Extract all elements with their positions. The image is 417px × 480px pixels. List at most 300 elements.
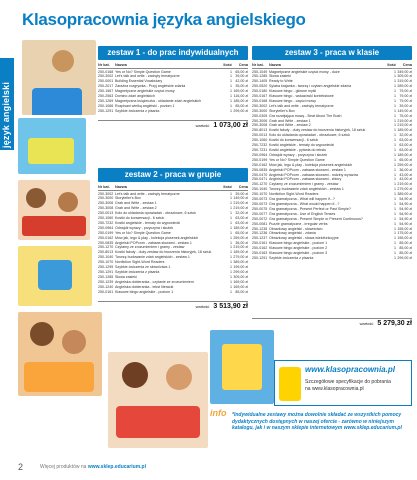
row-quantity: 1 (230, 255, 232, 260)
row-name: Gra gramatyczna - Present Perfect or Past Simple? (269, 206, 351, 211)
row-price: 54,90 zł (399, 211, 412, 216)
row-quantity: 1 (394, 187, 396, 192)
row-name: Magnetyczna książeczka - układanie zdań angielskich (115, 98, 202, 103)
footer-prefix: Więcej produktów na (40, 464, 87, 470)
row-price: 149,00 zł (233, 196, 248, 201)
row-catalog-number: 250-1405 (252, 79, 268, 84)
info-label: info (210, 408, 227, 418)
row-catalog-number: 250-0162 (252, 162, 268, 167)
row-catalog-number: 250-1567 (98, 89, 114, 94)
row-quantity: 1 (394, 79, 396, 84)
row-quantity: 1 (230, 274, 232, 279)
row-name: Nonfiction Sight-Word Readers (269, 192, 319, 197)
zestaw2-table-header (98, 185, 248, 191)
row-name: Grab and Write - zestaw 1 (115, 201, 157, 206)
row-name: Odnajdź wyrazy - przyczyna i skutek (115, 225, 174, 230)
row-catalog-number: 250-8013 (252, 128, 268, 133)
row-catalog-number: 250-1239 (98, 279, 114, 284)
row-quantity: 1 (394, 177, 396, 182)
row-catalog-number: 250-1270 (98, 245, 114, 250)
row-catalog-number: 250-3002 (98, 74, 114, 79)
row-price: 149,00 zł (397, 108, 412, 113)
banner-line-1: Szczegółowe specyfikacje do pobrania (305, 379, 391, 385)
row-name: Klasowe bingo - główne myśli (269, 89, 317, 94)
col-name: Nazwa (269, 63, 281, 67)
row-price: 169,00 zł (233, 284, 248, 289)
row-catalog-number: 250-1066 (98, 103, 114, 108)
row-quantity: 1 (394, 246, 396, 251)
row-price: 54,90 zł (399, 216, 412, 221)
row-quantity: 1 (394, 128, 396, 133)
row-catalog-number: 250-1285 (252, 74, 268, 79)
zestaw2-list (98, 185, 248, 295)
row-price: 155,00 zł (397, 226, 412, 231)
row-name: Let's talk and write - zachęty tematyczne (115, 191, 180, 196)
row-name: Kostki fabuły - duży zestaw do tworzenia historyjek, 18 sztuk (115, 250, 212, 255)
footer-link[interactable]: www.sklep.educarium.pl (87, 464, 146, 470)
row-quantity: 1 (230, 235, 232, 240)
footer-text (40, 464, 146, 470)
row-name: Tworzę budowanie zdań angielskich - zestaw 1 (115, 255, 190, 260)
zestaw3-table-header (252, 63, 412, 69)
row-price: 54,90 zł (399, 221, 412, 226)
row-price: 43,00 zł (399, 177, 412, 182)
row-price: 63,00 zł (399, 148, 412, 152)
row-price: 219,00 zł (233, 245, 248, 250)
row-price: 259,00 zł (233, 235, 248, 240)
row-price: 63,00 zł (235, 216, 248, 221)
row-price: 309,00 zł (233, 274, 248, 279)
row-price: 79,00 zł (399, 89, 412, 94)
row-quantity: 1 (230, 216, 232, 221)
row-quantity: 1 (230, 225, 232, 230)
row-price: 219,00 zł (397, 118, 412, 123)
row-catalog-number: 250-1040 (98, 255, 114, 260)
row-quantity: 1 (394, 226, 396, 231)
row-name: Klasowe bingo angielskie - poziom 1 (115, 289, 174, 294)
row-name: Grab and Write - zestaw 2 (269, 123, 311, 128)
info-text: *Indywidualne zestawy można dowolnie składać ze wszystkich pomocy dydaktycznych dostępnych w naszej ofercie - zarówno w niniejszym katalogu, jak i w naszym sklepie internetowym www.sklep.educarium.pl (232, 412, 402, 432)
row-name: Magnetyczne angielskie części mowy - duże (269, 69, 340, 74)
row-quantity: 1 (230, 103, 232, 108)
row-price: 349,00 zł (397, 69, 412, 74)
row-name: Klasowe bingo angielskie - poziom 1 (269, 241, 328, 246)
side-label: język angielski (1, 81, 11, 148)
row-price: 85,00 zł (399, 246, 412, 251)
row-price: 39,00 zł (235, 74, 248, 79)
row-quantity: 1 (394, 206, 396, 211)
mascot-icon (279, 367, 301, 401)
row-price: 54,90 zł (399, 197, 412, 202)
row-catalog-number: 250-0162 (252, 246, 268, 251)
row-name: Grab and Write - zestaw 1 (269, 118, 311, 123)
zestaw1-table-header (98, 63, 248, 69)
row-quantity: 1 (230, 284, 232, 289)
row-catalog-number: 250-0305 (252, 113, 268, 118)
zestaw2-heading: zestaw 2 - praca w grupie (98, 168, 248, 182)
row-price: 189,00 zł (397, 152, 412, 157)
col-qty: Ilość (223, 185, 232, 189)
zestaw3-total (252, 318, 412, 327)
row-price: 185,00 zł (233, 98, 248, 103)
row-name: Magnetyczne angielskie części mowy (115, 89, 175, 94)
total-value: 3 513,90 zł (213, 303, 248, 310)
row-quantity: 1 (230, 279, 232, 284)
row-name: Angielski POPcorn - zabawa słowami - zestaw 1 (115, 240, 192, 245)
row-catalog-number: 250-1040 (252, 187, 268, 192)
row-catalog-number: 250-1070 (252, 192, 268, 197)
row-catalog-number: 250-3008 (98, 206, 114, 211)
row-catalog-number: 250-0964 (98, 225, 114, 230)
zestaw3-list (252, 63, 412, 261)
row-quantity: 1 (394, 148, 396, 152)
table-row (252, 256, 412, 261)
total-value: 5 279,30 zł (377, 320, 412, 327)
table-row (98, 290, 248, 295)
row-quantity: 1 (230, 74, 232, 79)
row-name: Angielski POPcorn - zabawa słowami - rodziny wyrazów (269, 172, 359, 177)
row-name: Storyteller's Box (269, 108, 295, 113)
row-price: 43,00 zł (399, 172, 412, 177)
row-price: 63,00 zł (235, 220, 248, 225)
row-catalog-number: 250-1291 (98, 270, 114, 274)
row-name: Klasowe bingo - wskazówki kontekstowe (269, 94, 334, 99)
row-name: Szybkie ćwiczenia z pisania (115, 270, 160, 274)
row-quantity: 1 (230, 196, 232, 201)
row-quantity: 1 (394, 74, 396, 79)
row-name: Angielski POPcorn - zabawa słowami - zestaw 1 (269, 167, 346, 172)
row-catalog-number: 250-0075 (252, 206, 268, 211)
row-quantity: 1 (394, 108, 396, 113)
row-price: 389,00 zł (233, 260, 248, 265)
row-quantity: 1 (394, 69, 396, 74)
row-quantity: 1 (394, 133, 396, 138)
row-quantity: 1 (230, 206, 232, 211)
row-name: Angielski POPcorn - zabawa słowami - zbiory (269, 177, 342, 182)
row-price: 36,00 zł (235, 240, 248, 245)
row-quantity: 1 (230, 79, 232, 84)
row-quantity: 1 (394, 103, 396, 108)
row-name: Czytamy ze zrozumieniem i gramy - zestaw (115, 245, 185, 250)
row-quantity: 1 (230, 230, 232, 235)
row-name: Czytamy ze zrozumieniem i gramy - zestaw (269, 182, 339, 187)
row-catalog-number: 250-3006 (98, 201, 114, 206)
row-catalog-number: 250-1291 (98, 108, 114, 113)
row-catalog-number: 250-1270 (252, 182, 268, 187)
photo-box-right (210, 330, 274, 404)
row-name: Gra gramatyczna - What would happen if...? (269, 201, 340, 206)
row-price: 65,00 zł (235, 69, 248, 74)
row-name: Mów jak, lego & play - kolekcja piosenek angielskich (269, 162, 353, 167)
row-name: Kostki do konwersacji - 6 sztuk (269, 138, 319, 143)
row-catalog-number: 250-0013 (252, 133, 268, 138)
row-price: 63,00 zł (399, 138, 412, 143)
row-catalog-number: 250-3008 (252, 123, 268, 128)
row-quantity: 1 (394, 216, 396, 221)
row-quantity: 1 (394, 197, 396, 202)
row-quantity: 1 (394, 138, 396, 143)
row-catalog-number: 250-1240 (98, 284, 114, 289)
row-price: 299,00 zł (397, 255, 412, 260)
row-catalog-number: 250-0199 (252, 157, 268, 162)
row-catalog-number: 250-1237 (252, 236, 268, 241)
row-quantity: 1 (394, 211, 396, 216)
row-catalog-number: 250-1060 (98, 216, 114, 221)
total-label: wartość (359, 321, 374, 326)
row-name: Domino zdań angielskich (115, 94, 155, 99)
row-name: Angielska dobieranka - czytanie ze zrozumieniem (115, 279, 194, 284)
zestaw1-total (98, 120, 248, 129)
row-catalog-number: 250-7232 (98, 220, 114, 225)
total-label: wartość (195, 304, 210, 309)
row-price: 219,00 zł (397, 182, 412, 187)
row-price: 299,00 zł (233, 270, 248, 274)
row-quantity: 1 (394, 172, 396, 177)
row-quantity: 1 (394, 162, 396, 167)
row-quantity: 1 (230, 201, 232, 206)
col-name: Nazwa (115, 185, 127, 189)
row-price: 169,00 zł (233, 279, 248, 284)
row-price: 85,00 zł (399, 251, 412, 256)
row-price: 219,00 zł (397, 123, 412, 128)
row-quantity: 1 (394, 182, 396, 187)
row-quantity: 1 (230, 108, 232, 113)
row-quantity: 1 (230, 245, 232, 250)
row-catalog-number: 250-2563 (98, 94, 114, 99)
row-price: 32,00 zł (399, 133, 412, 138)
row-catalog-number: 250-7232 (252, 143, 268, 148)
row-catalog-number: 250-0072 (252, 216, 268, 221)
row-name: Zarażna rozgrywka - Przyj angielskie zdania (115, 84, 186, 89)
row-price: 279,00 zł (233, 255, 248, 260)
photo-kids-bottom (18, 312, 102, 396)
row-quantity: 1 (394, 255, 396, 260)
row-catalog-number: 250-0163 (252, 251, 268, 256)
row-price: 79,00 zł (399, 98, 412, 103)
row-catalog-number: 250-0073 (252, 201, 268, 206)
side-tab (0, 58, 14, 150)
row-name: Ready to Write (269, 79, 293, 84)
row-name: Gra rozwijająca mowę - Beat About The Bush (269, 113, 342, 118)
photo-kids-center (108, 352, 208, 448)
row-catalog-number: 250-1235 (252, 226, 268, 231)
photo-kids-middle (18, 180, 90, 240)
row-catalog-number: 250-3000 (98, 196, 114, 201)
row-price: 189,00 zł (233, 250, 248, 255)
row-quantity: 1 (394, 167, 396, 172)
row-quantity: 1 (230, 270, 232, 274)
row-quantity: 1 (394, 241, 396, 246)
row-quantity: 1 (230, 84, 232, 89)
total-label: wartość (195, 123, 210, 128)
row-price: 85,00 zł (399, 241, 412, 246)
total-value: 1 073,00 zł (213, 122, 248, 129)
row-price: 36,00 zł (399, 167, 412, 172)
row-name: Yes or No? Simple Question Game (115, 69, 171, 74)
row-price: 319,00 zł (397, 79, 412, 84)
table-row (98, 109, 248, 114)
row-name: Yes or No? Simple Question Game (115, 230, 171, 235)
row-quantity: 1 (394, 201, 396, 206)
row-quantity: 1 (230, 240, 232, 245)
row-catalog-number: 250-1285 (98, 274, 114, 279)
page-title: Klasopracownia języka angielskiego (22, 10, 306, 29)
row-catalog-number: 250-0081 (252, 221, 268, 226)
row-price: 63,00 zł (399, 143, 412, 148)
row-name: Słowa zasieki (269, 74, 291, 79)
row-name: Klasowe bingo angielskie - poziom 2 (269, 246, 328, 251)
row-price: 65,00 zł (235, 230, 248, 235)
row-quantity: 1 (394, 98, 396, 103)
row-quantity: 1 (394, 89, 396, 94)
row-quantity: 1 (230, 289, 232, 294)
row-name: Szybkie ćwiczenia z pisania (269, 255, 314, 260)
row-price: 389,00 zł (397, 192, 412, 197)
row-price: 54,90 zł (399, 201, 412, 206)
row-catalog-number: 250-0001 (98, 79, 114, 84)
zestaw1-list (98, 63, 248, 114)
row-quantity: 1 (394, 152, 396, 157)
row-price: 175,00 zł (397, 231, 412, 236)
row-name: Kostki do konwersacji - 6 sztuk (115, 216, 165, 221)
row-catalog-number: 250-0180 (252, 89, 268, 94)
row-price: 299,00 zł (233, 108, 248, 113)
row-catalog-number: 250-3006 (252, 118, 268, 123)
row-quantity: 1 (394, 192, 396, 197)
row-quantity: 1 (394, 84, 396, 89)
row-price: 199,00 zł (233, 265, 248, 270)
row-catalog-number: 250-0077 (252, 211, 268, 216)
row-catalog-number: 250-1236 (252, 231, 268, 236)
row-quantity: 1 (230, 191, 232, 196)
row-name: Rozpisani wielką angielski - poziom 1 (115, 103, 175, 108)
row-quantity: 1 (394, 123, 396, 128)
row-price: 32,00 zł (235, 211, 248, 216)
col-price: Cena (238, 185, 248, 189)
row-name: Gra gramatyczna - Use of English Tenses (269, 211, 336, 216)
row-quantity: 1 (394, 236, 396, 241)
row-price: 155,00 zł (397, 236, 412, 241)
col-price: Cena (402, 63, 412, 67)
row-name: Obrazkowy angielski - słowa wielofunkcyjne (269, 236, 339, 241)
row-name: Kostki fabuły - duży zestaw do tworzenia historyjek, 18 sztuk (269, 128, 366, 133)
row-price: 219,00 zł (233, 206, 248, 211)
row-quantity: 1 (394, 231, 396, 236)
row-catalog-number: 250-0161 (252, 241, 268, 246)
row-name: Kostki angielskie - tematy do wypowiedzi (115, 220, 181, 225)
row-name: Sylaba krajanka - tworzę i czytam angielskie zdania (269, 84, 352, 89)
row-name: Grab and Write - zestaw 2 (115, 206, 157, 211)
row-quantity: 1 (394, 221, 396, 226)
page-number: 2 (18, 462, 24, 472)
row-name: Let's talk and write - zachęty tematyczne (115, 74, 180, 79)
row-name: Kostki angielskie - tematy do wypowiedzi (269, 143, 335, 148)
row-price: 39,00 zł (235, 191, 248, 196)
info-box (210, 408, 412, 448)
row-quantity: 1 (394, 157, 396, 162)
row-price: 65,00 zł (399, 157, 412, 162)
row-name: Słowa zasieki (115, 274, 137, 279)
col-name: Nazwa (115, 63, 127, 67)
row-quantity: 1 (230, 89, 232, 94)
row-catalog-number: 250-7231 (252, 148, 268, 152)
row-name: Obrazkowy angielski - zdania (269, 231, 316, 236)
row-price: 309,00 zł (397, 74, 412, 79)
row-catalog-number: 250-0161 (98, 289, 114, 294)
row-name: Odnajdź wyrazy - przyczyna i skutek (269, 152, 328, 157)
row-catalog-number: 250-1291 (252, 255, 268, 260)
row-price: 219,00 zł (233, 201, 248, 206)
row-price: 39,00 zł (399, 103, 412, 108)
row-name: Koło do układania opowiadań - obrazkowe, 6 sztuk (115, 211, 196, 216)
row-catalog-number: 250-0168 (252, 98, 268, 103)
row-catalog-number: 250-0835 (98, 240, 114, 245)
row-price: 259,00 zł (397, 162, 412, 167)
row-catalog-number: 250-0835 (252, 167, 268, 172)
row-catalog-number: 250-1070 (98, 260, 114, 265)
row-catalog-number: 250-0471 (252, 177, 268, 182)
row-catalog-number: 250-3002 (252, 103, 268, 108)
row-quantity: 1 (230, 211, 232, 216)
row-name: Klasowe bingo angielskie - poziom 3 (269, 251, 328, 256)
row-catalog-number: 250-1269 (98, 98, 114, 103)
row-name: Yes or No? Simple Question Game (269, 157, 325, 162)
row-name: Gra gramatyczna - What will happen if...? (269, 197, 335, 202)
zestaw3-heading: zestaw 3 - praca w klasie (252, 46, 412, 60)
row-quantity: 1 (394, 94, 396, 99)
col-nr: Nr kat. (98, 185, 110, 189)
col-qty: Ilość (223, 63, 232, 67)
row-price: 85,00 zł (235, 103, 248, 108)
row-catalog-number: 250-2017 (98, 84, 114, 89)
photo-game-left (18, 118, 86, 174)
banner-line-2: na www.klasopracownia.pl (305, 386, 364, 392)
row-price: 189,00 zł (397, 128, 412, 133)
row-name: Angielska dobieranka - tekst literacki (115, 284, 174, 289)
row-name: Storyteller's Box (115, 196, 141, 201)
row-catalog-number: 250-0520 (252, 84, 268, 89)
row-name: Tworzę budowanie zdań angielskich - zestaw 1 (269, 187, 344, 192)
row-catalog-number: 250-0013 (98, 211, 114, 216)
row-name: Klasowe bingo - części mowy (269, 98, 316, 103)
col-nr: Nr kat. (252, 63, 264, 67)
row-price: 75,00 zł (399, 113, 412, 118)
photo-kids-top (22, 40, 96, 115)
row-quantity: 1 (230, 265, 232, 270)
website-banner[interactable] (274, 360, 412, 406)
banner-url[interactable]: www.klasopracownia.pl (305, 365, 395, 374)
col-price: Cena (238, 63, 248, 67)
row-name: Obrazkowy angielski - słownictwo (269, 226, 323, 231)
row-price: 189,00 zł (233, 225, 248, 230)
row-price: 116,00 zł (233, 94, 248, 99)
row-catalog-number: 250-0964 (252, 152, 268, 157)
row-catalog-number: 250-1060 (252, 138, 268, 143)
row-quantity: 1 (230, 250, 232, 255)
row-price: 79,00 zł (399, 94, 412, 99)
row-quantity: 1 (394, 113, 396, 118)
row-catalog-number: 250-0470 (252, 172, 268, 177)
row-name: Gra gramatyczna - Present Simple or Present Continuous? (269, 216, 363, 221)
row-price: 289,00 zł (397, 84, 412, 89)
zestaw2-total (98, 301, 248, 310)
row-catalog-number: 250-0199 (98, 230, 114, 235)
row-name: Mów jak, lego & play - kolekcja piosenek angielskich (115, 235, 199, 240)
row-price: 279,00 zł (397, 187, 412, 192)
row-catalog-number: 250-0167 (252, 94, 268, 99)
row-name: Let's talk and write - zachęty tematyczne (269, 103, 334, 108)
col-nr: Nr kat. (98, 63, 110, 67)
